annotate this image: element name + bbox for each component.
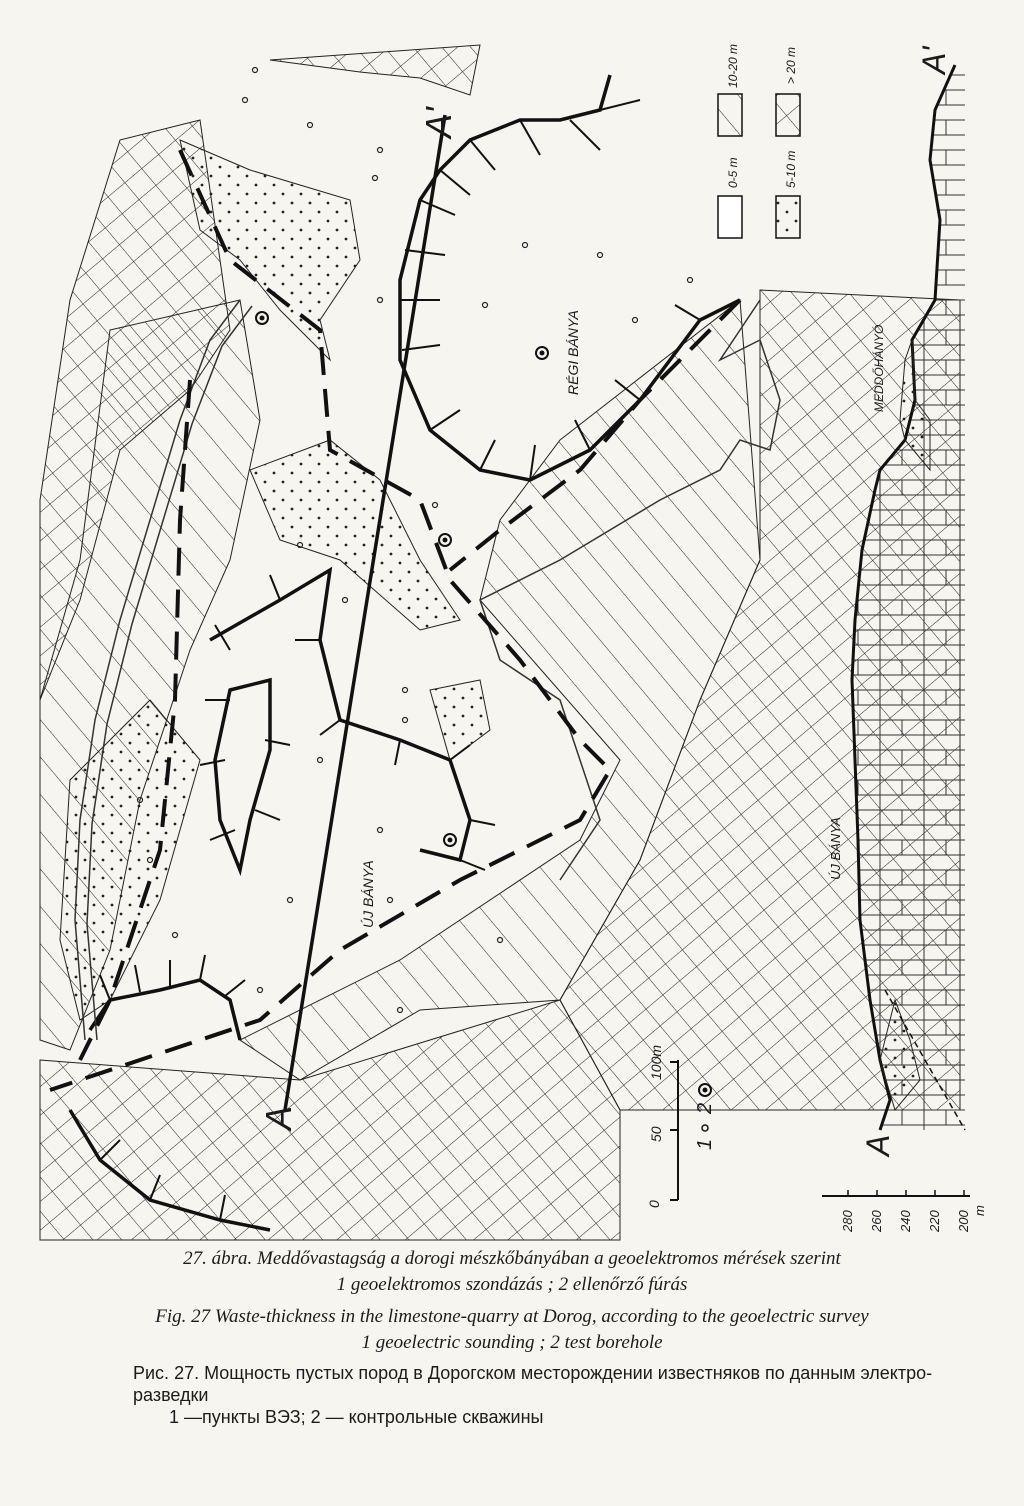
sounding-symbol (702, 1125, 708, 1131)
legend-label-over-20m: > 20 m (784, 46, 798, 84)
caption-russian (133, 1362, 953, 1428)
legend-swatch-0-5m (718, 196, 742, 238)
caption-english-title: Fig. 27 Waste-thickness in the limestone-quarry at Dorog, according to the geoelectric survey (155, 1306, 869, 1327)
scale-tick-100: 100m (648, 1044, 664, 1080)
profile-label-a-prime: A' (916, 46, 952, 74)
spoil-heap-label: MEDDŐHÁNYÓ (872, 324, 886, 412)
elevation-unit: m (972, 1205, 987, 1216)
scale-tick-0: 0 (646, 1200, 662, 1208)
profile-limestone-body (852, 65, 965, 1130)
section-label-a-prime: A' (418, 107, 459, 138)
new-quarry-label: ÚJ BÁNYA (360, 860, 376, 928)
thickness-map (40, 45, 960, 1240)
zone-over-20m-north (270, 45, 480, 95)
caption-russian-legend: 1 —пункты ВЭЗ; 2 — контрольные скважины (169, 1407, 544, 1427)
elevation-tick-260: 260 (869, 1210, 884, 1232)
legend-label-5-10m: 5-10 m (784, 150, 798, 188)
legend-label-10-20m: 10-20 m (726, 43, 740, 88)
elevation-tick-280: 280 (840, 1210, 855, 1232)
new-quarry-inner-pit (215, 680, 270, 870)
old-quarry-label: RÉGI BÁNYA (565, 310, 581, 395)
elevation-tick-240: 240 (898, 1210, 913, 1232)
elevation-tick-200: 200 (956, 1210, 971, 1232)
zone-5-10m-south (430, 680, 490, 760)
legend-label-0-5m: 0-5 m (726, 157, 740, 188)
elevation-tick-220: 220 (927, 1210, 942, 1232)
caption-english-legend: 1 geoelectric sounding ; 2 test borehole (361, 1332, 663, 1353)
section-label-a: A (258, 1105, 299, 1130)
profile-label-a: A (860, 1134, 896, 1156)
legend-swatch-10-20m (718, 94, 742, 136)
scale-tick-50: 50 (648, 1126, 664, 1142)
symbol-label-1: 1 (694, 1138, 716, 1150)
legend-swatch-5-10m (776, 196, 800, 238)
symbol-label-2: 2 (694, 1102, 716, 1114)
legend-swatch-over-20m (776, 94, 800, 136)
caption-hungarian-legend: 1 geoelektromos szondázás ; 2 ellenőrző fúrás (336, 1274, 688, 1295)
caption-hungarian-title: 27. ábra. Meddővastagság a dorogi mészkőbányában a geoelektromos mérések szerint (183, 1248, 841, 1269)
profile-new-quarry-label: ÚJ BÁNYA (828, 817, 843, 880)
caption-russian-title: Рис. 27. Мощность пустых пород в Дорогском месторождении известняков по данным электро-разведки (133, 1363, 933, 1405)
zone-5-10m-center (250, 440, 460, 630)
